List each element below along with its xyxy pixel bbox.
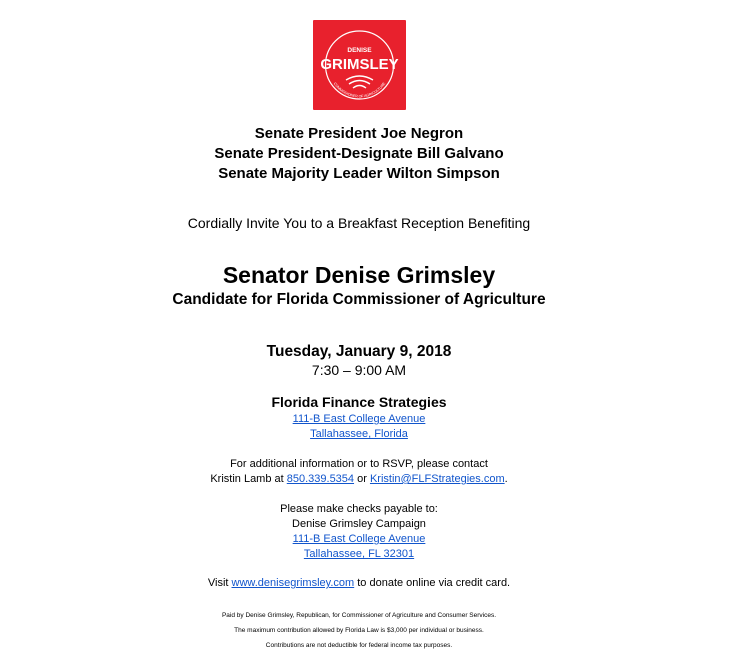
rsvp-block: [0, 457, 718, 487]
rsvp-phone-link[interactable]: 850.339.5354: [286, 473, 355, 485]
logo-top-text: DENISE: [347, 47, 372, 54]
rsvp-or: or: [354, 473, 370, 485]
host-line: Senate Majority Leader Wilton Simpson: [218, 165, 500, 182]
donate-suffix: to donate online via credit card.: [354, 577, 511, 589]
logo-graphic: [313, 20, 406, 110]
logo-arc-text: COMMISSIONER OF AGRICULTURE: [332, 81, 387, 99]
event-time: 7:30 – 9:00 AM: [311, 362, 407, 378]
host-line: Senate President-Designate Bill Galvano: [214, 145, 504, 162]
venue-street-link[interactable]: 111-B East College Avenue: [292, 413, 426, 425]
donate-prefix: Visit: [207, 577, 232, 589]
checks-intro: Please make checks payable to:: [280, 503, 438, 515]
donate-url-link[interactable]: www.denisegrimsley.com: [231, 577, 355, 589]
venue-name: Florida Finance Strategies: [271, 394, 447, 410]
disclaimer-not-deductible: Contributions are not deductible for federal income tax purposes.: [265, 642, 453, 649]
rsvp-email-link[interactable]: Kristin@FLFStrategies.com: [369, 473, 505, 485]
disclaimer-max-contribution: The maximum contribution allowed by Florida Law is $3,000 per individual or business.: [234, 627, 484, 634]
venue-city-link[interactable]: Tallahassee, Florida: [310, 428, 408, 440]
host-committee: [0, 124, 718, 184]
venue-address: [0, 412, 718, 442]
host-line: Senate President Joe Negron: [254, 125, 464, 142]
rsvp-contact-line: [0, 472, 718, 487]
donate-line: [0, 576, 718, 591]
candidate-name: Senator Denise Grimsley: [222, 262, 496, 288]
rsvp-intro: For additional information or to RSVP, please contact: [230, 458, 488, 470]
checks-payee: Denise Grimsley Campaign: [292, 518, 426, 530]
logo-name: GRIMSLEY: [320, 56, 399, 73]
logo-field-rows-icon: [346, 76, 373, 88]
rsvp-contact-prefix: Kristin Lamb at: [210, 473, 287, 485]
disclaimer-paid-by: Paid by Denise Grimsley, Republican, for Commissioner of Agriculture and Consumer Services.: [221, 612, 497, 619]
checks-street-link[interactable]: 111-B East College Avenue: [292, 533, 426, 545]
candidate-office: Candidate for Florida Commissioner of Agriculture: [172, 291, 546, 308]
checks-city-link[interactable]: Tallahassee, FL 32301: [303, 548, 415, 560]
invitation-text: Cordially Invite You to a Breakfast Reception Benefiting: [187, 215, 531, 231]
campaign-logo: [313, 20, 406, 110]
rsvp-end: .: [504, 473, 508, 485]
event-date: Tuesday, January 9, 2018: [266, 343, 452, 360]
checks-block: [0, 502, 718, 562]
